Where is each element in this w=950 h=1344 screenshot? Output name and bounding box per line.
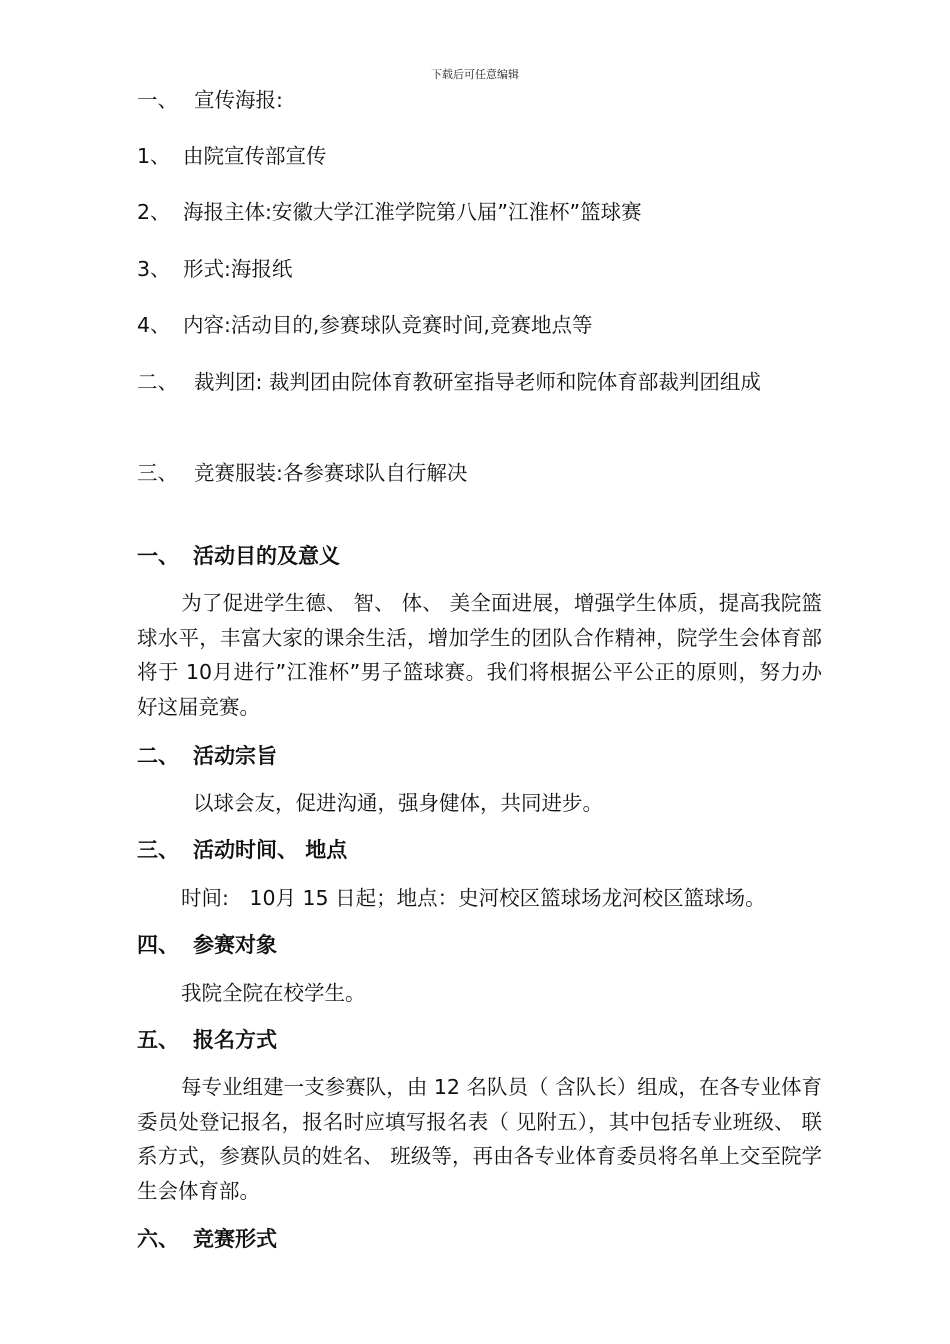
section-body-text: 每专业组建一支参赛队，由 12 名队员（ 含队长）组成，在各专业体育委员处登记报名，报名时应填写报名表（ 见附五），其中包括专业班级、 联系方式，参赛队员的姓名、 班级等，再由各专业体育委员将名单上交至院学生会体育部。 bbox=[137, 1075, 822, 1203]
section-num: 二、 bbox=[137, 744, 179, 768]
section-body bbox=[137, 881, 837, 916]
poster-item-num: 1、 bbox=[137, 144, 171, 168]
section-body-text: 我院全院在校学生。 bbox=[181, 981, 366, 1005]
uniform-line bbox=[137, 463, 467, 484]
section-body bbox=[137, 1070, 822, 1208]
section-heading bbox=[137, 935, 277, 956]
section-body-text: 时间: 10月 15 日起；地点：史河校区篮球场龙河校区篮球场。 bbox=[181, 886, 766, 910]
poster-item bbox=[137, 315, 592, 336]
section-title: 竞赛形式 bbox=[193, 1227, 277, 1251]
uniform-num: 三、 bbox=[137, 461, 178, 485]
section-body-text: 以球会友，促进沟通，强身健体，共同进步。 bbox=[193, 791, 603, 815]
poster-item bbox=[137, 202, 642, 223]
section-heading bbox=[137, 1030, 277, 1051]
section-title: 活动目的及意义 bbox=[193, 544, 340, 568]
section-title: 参赛对象 bbox=[193, 933, 277, 957]
section-heading bbox=[137, 840, 347, 861]
referee-num: 二、 bbox=[137, 370, 178, 394]
section-title: 活动宗旨 bbox=[193, 744, 277, 768]
poster-title-num: 一、 bbox=[137, 88, 178, 112]
poster-item-text: 形式:海报纸 bbox=[183, 257, 293, 281]
header-note: 下载后可任意编辑 bbox=[431, 68, 519, 81]
poster-title-text: 宣传海报: bbox=[194, 88, 283, 112]
poster-item bbox=[137, 146, 327, 167]
poster-title bbox=[137, 90, 283, 111]
section-heading bbox=[137, 1229, 277, 1250]
section-body bbox=[137, 976, 822, 1011]
section-num: 一、 bbox=[137, 544, 179, 568]
poster-item-num: 3、 bbox=[137, 257, 171, 281]
section-body bbox=[137, 786, 822, 821]
section-title: 活动时间、 地点 bbox=[193, 838, 348, 862]
section-title: 报名方式 bbox=[193, 1028, 277, 1052]
section-heading bbox=[137, 746, 277, 767]
section-heading bbox=[137, 546, 340, 567]
poster-item-num: 2、 bbox=[137, 200, 171, 224]
poster-item-text: 由院宣传部宣传 bbox=[183, 144, 327, 168]
section-body bbox=[137, 586, 822, 724]
poster-item-num: 4、 bbox=[137, 313, 171, 337]
poster-item-text: 内容:活动目的,参赛球队竞赛时间,竞赛地点等 bbox=[183, 313, 593, 337]
section-body-text: 为了促进学生德、 智、 体、 美全面进展，增强学生体质，提高我院篮球水平，丰富大家的课余生活，增加学生的团队合作精神，院学生会体育部将于 10月进行”江淮杯”男子篮球赛。我们将根据公平公正的原则，努力办好这届竞赛。 bbox=[137, 591, 822, 719]
section-num: 六、 bbox=[137, 1227, 179, 1251]
referee-text: 裁判团: 裁判团由院体育教研室指导老师和院体育部裁判团组成 bbox=[194, 370, 761, 394]
poster-item-text: 海报主体:安徽大学江淮学院第八届”江淮杯”篮球赛 bbox=[183, 200, 642, 224]
uniform-text: 竞赛服装:各参赛球队自行解决 bbox=[194, 461, 468, 485]
section-num: 三、 bbox=[137, 838, 179, 862]
referee-paragraph bbox=[137, 366, 822, 398]
section-num: 四、 bbox=[137, 933, 179, 957]
poster-item bbox=[137, 259, 292, 280]
section-num: 五、 bbox=[137, 1028, 179, 1052]
